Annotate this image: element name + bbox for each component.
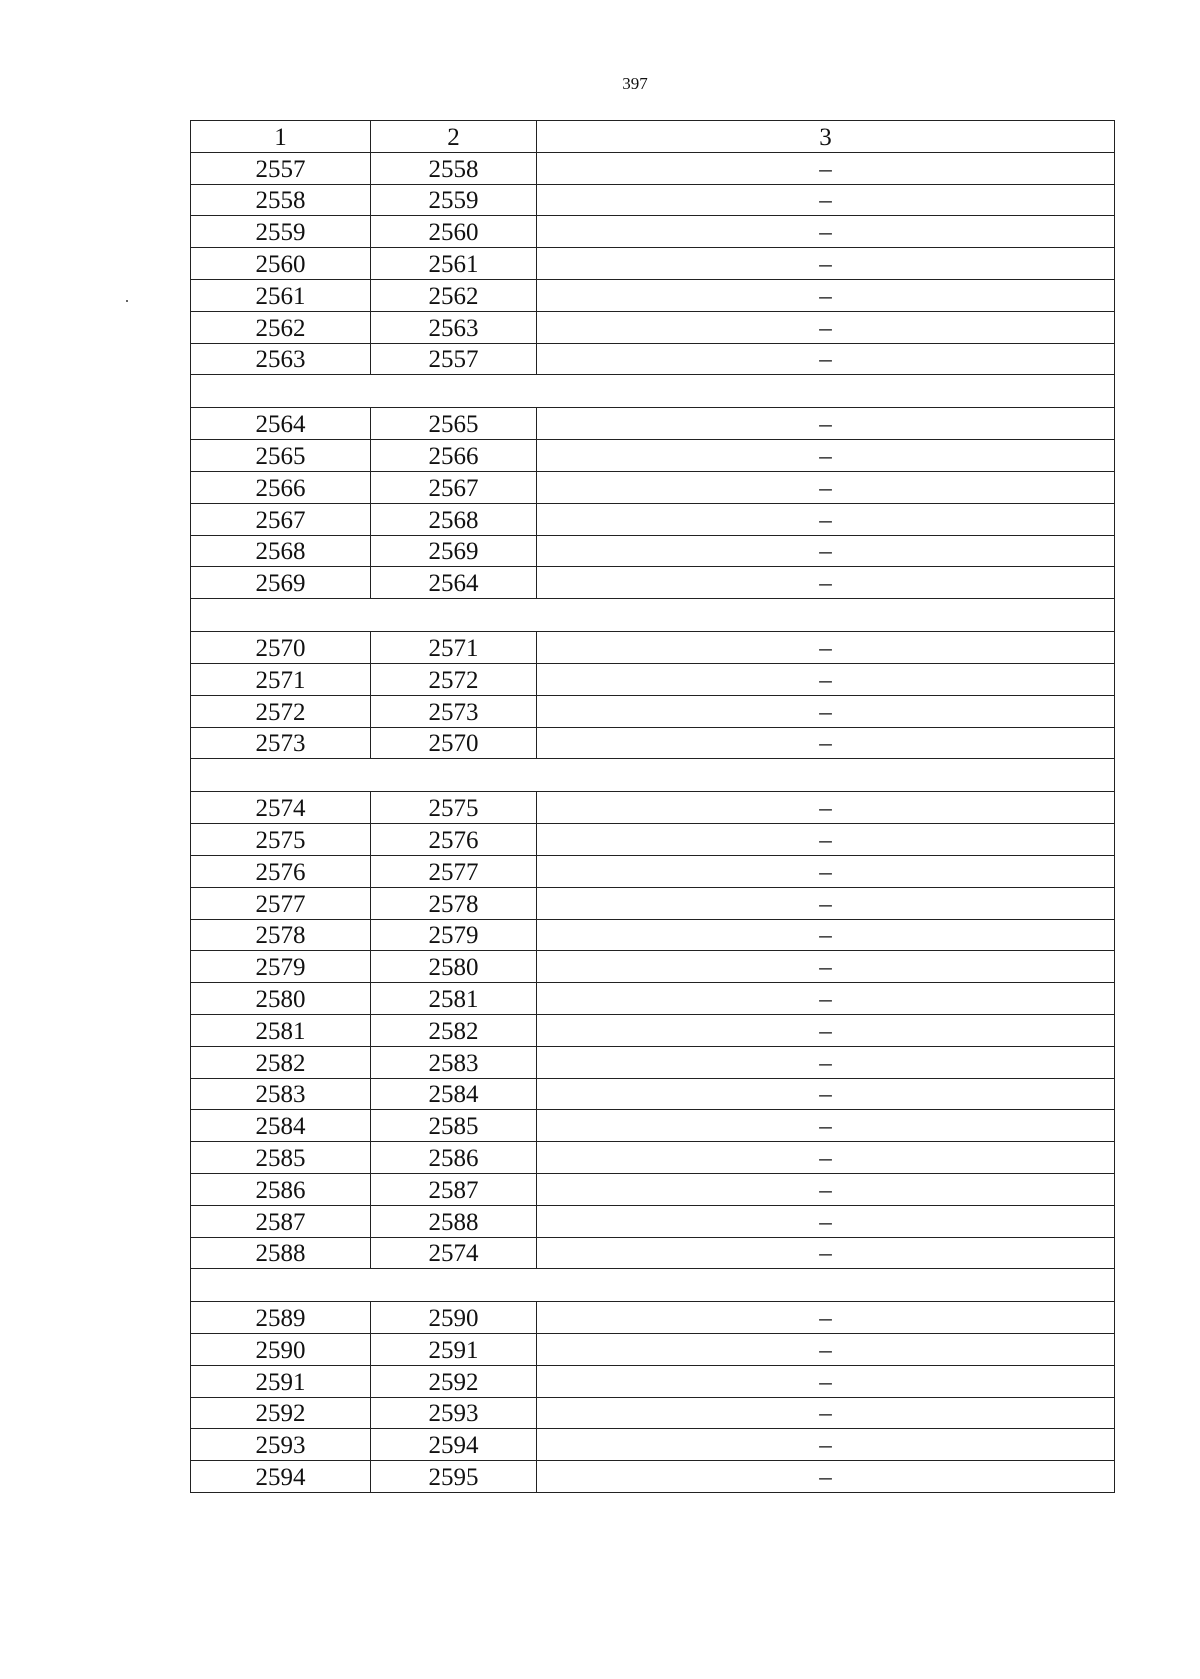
table-row <box>191 695 1115 727</box>
table-cell-col-1: 2593 <box>191 1429 371 1461</box>
table-row <box>191 1334 1115 1366</box>
header-cell-3: 3 <box>537 121 1115 153</box>
group-separator-row <box>191 599 1115 632</box>
table-cell-col-2: 2580 <box>371 951 537 983</box>
table-cell-col-2: 2585 <box>371 1110 537 1142</box>
table-cell-col-2: 2579 <box>371 919 537 951</box>
table-cell-col-3: – <box>537 535 1115 567</box>
table-cell-col-2: 2563 <box>371 311 537 343</box>
table-row <box>191 887 1115 919</box>
table-cell-col-2: 2557 <box>371 343 537 375</box>
table-cell-col-1: 2591 <box>191 1365 371 1397</box>
table-row <box>191 1014 1115 1046</box>
table-row <box>191 632 1115 664</box>
table-cell-col-3: – <box>537 503 1115 535</box>
stray-mark <box>126 300 128 302</box>
table-row <box>191 343 1115 375</box>
table-cell-col-1: 2561 <box>191 279 371 311</box>
table-cell-col-2: 2566 <box>371 440 537 472</box>
table-cell-col-1: 2583 <box>191 1078 371 1110</box>
table-cell-col-3: – <box>537 727 1115 759</box>
table-cell-col-3: – <box>537 855 1115 887</box>
table-cell-col-1: 2558 <box>191 184 371 216</box>
group-separator-row <box>191 759 1115 792</box>
group-separator-cell <box>191 375 1115 408</box>
table-cell-col-2: 2583 <box>371 1046 537 1078</box>
table-cell-col-3: – <box>537 471 1115 503</box>
table-cell-col-2: 2573 <box>371 695 537 727</box>
table-cell-col-3: – <box>537 1429 1115 1461</box>
table-row <box>191 471 1115 503</box>
table-row <box>191 184 1115 216</box>
table-cell-col-1: 2560 <box>191 248 371 280</box>
table-cell-col-2: 2575 <box>371 792 537 824</box>
table-cell-col-1: 2569 <box>191 567 371 599</box>
table-cell-col-3: – <box>537 311 1115 343</box>
table-row <box>191 855 1115 887</box>
table-cell-col-2: 2561 <box>371 248 537 280</box>
table-cell-col-2: 2560 <box>371 216 537 248</box>
table-cell-col-1: 2586 <box>191 1173 371 1205</box>
table-row <box>191 824 1115 856</box>
table-cell-col-2: 2595 <box>371 1461 537 1493</box>
table-cell-col-3: – <box>537 695 1115 727</box>
table-cell-col-3: – <box>537 919 1115 951</box>
table-row <box>191 1142 1115 1174</box>
table-cell-col-1: 2584 <box>191 1110 371 1142</box>
table-row <box>191 951 1115 983</box>
header-cell-2: 2 <box>371 121 537 153</box>
table-cell-col-1: 2579 <box>191 951 371 983</box>
table-cell-col-3: – <box>537 1397 1115 1429</box>
table-cell-col-3: – <box>537 1334 1115 1366</box>
table-row <box>191 983 1115 1015</box>
table-cell-col-2: 2571 <box>371 632 537 664</box>
table-cell-col-1: 2587 <box>191 1205 371 1237</box>
table-row <box>191 440 1115 472</box>
data-table-container <box>190 120 1114 1493</box>
table-cell-col-3: – <box>537 1461 1115 1493</box>
table-cell-col-2: 2590 <box>371 1302 537 1334</box>
table-cell-col-1: 2572 <box>191 695 371 727</box>
table-row <box>191 152 1115 184</box>
table-cell-col-1: 2557 <box>191 152 371 184</box>
table-row <box>191 1429 1115 1461</box>
table-cell-col-3: – <box>537 343 1115 375</box>
table-row <box>191 1173 1115 1205</box>
table-cell-col-3: – <box>537 1205 1115 1237</box>
table-cell-col-1: 2568 <box>191 535 371 567</box>
table-cell-col-3: – <box>537 887 1115 919</box>
table-cell-col-2: 2591 <box>371 1334 537 1366</box>
table-cell-col-3: – <box>537 279 1115 311</box>
table-cell-col-1: 2585 <box>191 1142 371 1174</box>
group-separator-row <box>191 1269 1115 1302</box>
table-cell-col-2: 2578 <box>371 887 537 919</box>
table-row <box>191 1461 1115 1493</box>
table-cell-col-3: – <box>537 663 1115 695</box>
table-cell-col-2: 2593 <box>371 1397 537 1429</box>
table-cell-col-1: 2582 <box>191 1046 371 1078</box>
table-cell-col-3: – <box>537 983 1115 1015</box>
table-cell-col-1: 2565 <box>191 440 371 472</box>
table-cell-col-2: 2592 <box>371 1365 537 1397</box>
table-cell-col-3: – <box>537 1078 1115 1110</box>
table-cell-col-3: – <box>537 1302 1115 1334</box>
table-cell-col-1: 2588 <box>191 1237 371 1269</box>
table-cell-col-3: – <box>537 1142 1115 1174</box>
table-row <box>191 1397 1115 1429</box>
table-cell-col-2: 2587 <box>371 1173 537 1205</box>
table-row <box>191 727 1115 759</box>
table-cell-col-1: 2590 <box>191 1334 371 1366</box>
table-cell-col-3: – <box>537 1173 1115 1205</box>
table-row <box>191 792 1115 824</box>
table-cell-col-2: 2562 <box>371 279 537 311</box>
table-cell-col-3: – <box>537 951 1115 983</box>
table-cell-col-3: – <box>537 1046 1115 1078</box>
table-cell-col-3: – <box>537 408 1115 440</box>
table-row <box>191 1046 1115 1078</box>
table-row <box>191 1302 1115 1334</box>
table-cell-col-2: 2572 <box>371 663 537 695</box>
table-cell-col-3: – <box>537 152 1115 184</box>
group-separator-cell <box>191 759 1115 792</box>
group-separator-cell <box>191 1269 1115 1302</box>
table-row <box>191 216 1115 248</box>
table-header-row <box>191 121 1115 153</box>
table-row <box>191 248 1115 280</box>
table-cell-col-2: 2582 <box>371 1014 537 1046</box>
table-cell-col-1: 2581 <box>191 1014 371 1046</box>
table-cell-col-1: 2575 <box>191 824 371 856</box>
table-cell-col-2: 2576 <box>371 824 537 856</box>
table-cell-col-3: – <box>537 1365 1115 1397</box>
table-row <box>191 919 1115 951</box>
table-row <box>191 663 1115 695</box>
table-cell-col-2: 2577 <box>371 855 537 887</box>
table-cell-col-3: – <box>537 1237 1115 1269</box>
table-cell-col-2: 2565 <box>371 408 537 440</box>
table-cell-col-1: 2594 <box>191 1461 371 1493</box>
table-row <box>191 408 1115 440</box>
table-cell-col-1: 2589 <box>191 1302 371 1334</box>
table-row <box>191 1110 1115 1142</box>
table-cell-col-1: 2577 <box>191 887 371 919</box>
table-cell-col-2: 2558 <box>371 152 537 184</box>
table-cell-col-3: – <box>537 1110 1115 1142</box>
table-cell-col-1: 2570 <box>191 632 371 664</box>
table-cell-col-1: 2571 <box>191 663 371 695</box>
table-cell-col-3: – <box>537 1014 1115 1046</box>
table-cell-col-3: – <box>537 440 1115 472</box>
table-body <box>191 121 1115 1493</box>
table-cell-col-1: 2573 <box>191 727 371 759</box>
table-cell-col-1: 2562 <box>191 311 371 343</box>
table-cell-col-2: 2567 <box>371 471 537 503</box>
table-cell-col-3: – <box>537 248 1115 280</box>
table-cell-col-2: 2588 <box>371 1205 537 1237</box>
table-row <box>191 503 1115 535</box>
table-cell-col-1: 2559 <box>191 216 371 248</box>
table-cell-col-1: 2564 <box>191 408 371 440</box>
table-row <box>191 1365 1115 1397</box>
table-cell-col-2: 2569 <box>371 535 537 567</box>
header-cell-1: 1 <box>191 121 371 153</box>
table-cell-col-2: 2594 <box>371 1429 537 1461</box>
table-cell-col-1: 2578 <box>191 919 371 951</box>
table-cell-col-2: 2570 <box>371 727 537 759</box>
table-cell-col-3: – <box>537 632 1115 664</box>
table-row <box>191 279 1115 311</box>
table-cell-col-2: 2564 <box>371 567 537 599</box>
table-cell-col-3: – <box>537 216 1115 248</box>
table-cell-col-1: 2576 <box>191 855 371 887</box>
table-row <box>191 1078 1115 1110</box>
table-row <box>191 1237 1115 1269</box>
table-cell-col-3: – <box>537 184 1115 216</box>
table-cell-col-2: 2568 <box>371 503 537 535</box>
table-row <box>191 1205 1115 1237</box>
table-cell-col-2: 2586 <box>371 1142 537 1174</box>
table-cell-col-2: 2584 <box>371 1078 537 1110</box>
table-cell-col-1: 2580 <box>191 983 371 1015</box>
table-cell-col-1: 2566 <box>191 471 371 503</box>
table-row <box>191 535 1115 567</box>
data-table <box>190 120 1115 1493</box>
table-cell-col-1: 2592 <box>191 1397 371 1429</box>
table-cell-col-3: – <box>537 824 1115 856</box>
table-cell-col-2: 2559 <box>371 184 537 216</box>
group-separator-row <box>191 375 1115 408</box>
table-cell-col-1: 2563 <box>191 343 371 375</box>
page-number: 397 <box>622 74 648 93</box>
table-row <box>191 567 1115 599</box>
group-separator-cell <box>191 599 1115 632</box>
table-cell-col-2: 2574 <box>371 1237 537 1269</box>
table-cell-col-2: 2581 <box>371 983 537 1015</box>
table-cell-col-1: 2567 <box>191 503 371 535</box>
table-row <box>191 311 1115 343</box>
table-cell-col-3: – <box>537 567 1115 599</box>
table-cell-col-3: – <box>537 792 1115 824</box>
table-cell-col-1: 2574 <box>191 792 371 824</box>
